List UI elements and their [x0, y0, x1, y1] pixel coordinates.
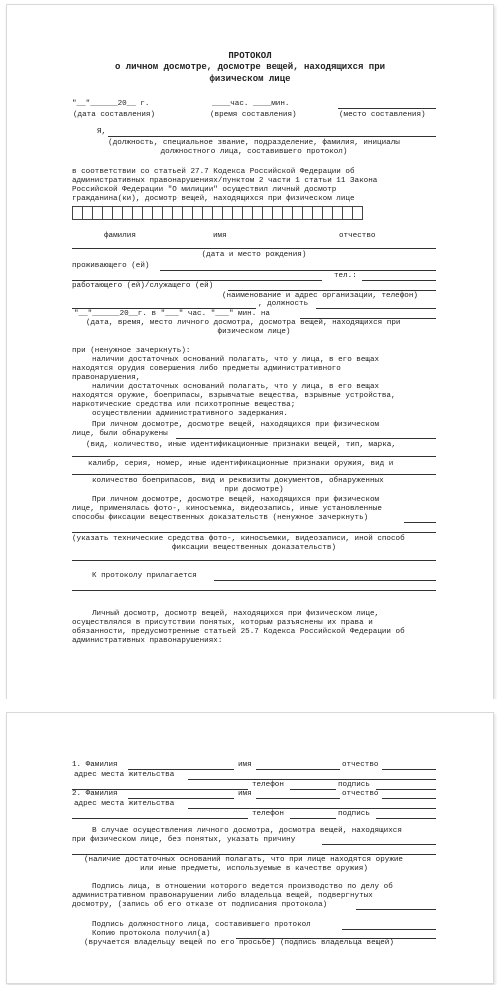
witness-1-address-line	[188, 779, 436, 780]
witness-2-sign-line	[376, 818, 436, 819]
witness-2-address-label: адрес места жительства	[74, 800, 175, 808]
witness-2-name-label: имя	[238, 790, 252, 798]
attached-line	[214, 580, 436, 581]
date-field: "__"______20__ г.	[72, 100, 150, 108]
date-caption: (дата составления)	[73, 111, 156, 119]
fixation-line-2: лице, применялась фото-, киносъемка, видеозапись, иные установленные	[72, 505, 382, 513]
no-witnesses-caption-1: (наличие достаточных оснований полагать, что при лице находятся оружие	[84, 856, 403, 864]
fixation-line-3-rule	[72, 560, 436, 561]
place-line	[338, 108, 436, 109]
birth-caption: (дата и место рождения)	[201, 251, 307, 259]
surname-letter-grid	[72, 206, 362, 220]
witness-2-name-line	[256, 798, 340, 799]
page-gap	[0, 699, 500, 711]
residing-label: проживающего (ей)	[72, 262, 150, 270]
working-label: работающего (ей)/служащего (ей)	[72, 282, 214, 290]
fixation-line-1: При личном досмотре, досмотре вещей, находящихся при физическом	[92, 496, 380, 504]
inspection-caption-2: физическом лице)	[217, 328, 291, 336]
protocol-subtitle-line2: физическом лице	[209, 74, 291, 84]
witness-1-phone-line	[290, 789, 336, 790]
birth-line	[72, 248, 436, 249]
signature-subject-line	[356, 909, 436, 910]
grounds-2-line-1: наличии достаточных оснований полагать, что у лица, в его вещах	[92, 383, 380, 391]
official-caption-2: должностного лица, составившего протокол)	[160, 148, 348, 156]
working-line	[228, 290, 436, 291]
fixation-caption-2: фиксации вещественных доказательств)	[171, 544, 337, 552]
found-caption-2: калибр, серия, номер, иные идентификационные признаки оружия, вид и	[88, 460, 394, 468]
fixation-line-2-rule	[72, 532, 436, 533]
found-line	[176, 438, 436, 439]
witness-1-surname-label: 1. Фамилия	[72, 761, 118, 769]
no-witnesses-line-2: при физическом лице, без понятых, указать причину	[72, 836, 296, 844]
protocol-subtitle-line1: о личном досмотре, досмотре вещей, находящихся при	[114, 62, 386, 72]
witness-2-address-line-2	[72, 818, 248, 819]
surname-caption: фамилия	[104, 232, 136, 240]
witness-2-sign-label: подпись	[338, 810, 370, 818]
found-caption-1: (вид, количество, иные идентификационные признаки вещей, тип, марка,	[86, 441, 396, 449]
found-line-2-rule	[72, 456, 436, 457]
witness-2-patronymic-label: отчество	[342, 790, 379, 798]
residing-line-2	[72, 280, 322, 281]
inspection-caption-1: (дата, время, место личного досмотра, досмотра вещей, находящихся при	[86, 319, 401, 327]
witness-2-phone-line	[290, 818, 336, 819]
witness-1-name-label: имя	[238, 761, 252, 769]
witness-1-patronymic-label: отчество	[342, 761, 379, 769]
residing-line	[160, 270, 436, 271]
witness-1-address-label: адрес места жительства	[74, 771, 175, 779]
accordance-line-4: гражданина(ки), досмотр вещей, находящихся при физическом лице	[72, 195, 355, 203]
witness-1-name-line	[256, 769, 340, 770]
witness-2-surname-label: 2. Фамилия	[72, 790, 118, 798]
organization-line	[72, 308, 256, 309]
time-caption: (время составления)	[210, 111, 297, 119]
no-witnesses-line	[322, 844, 436, 845]
witness-1-sign-label: подпись	[338, 781, 370, 789]
witnesses-intro-3: обязанности, предусмотренные статьей 25.7 Кодекса Российской Федерации об	[72, 628, 405, 636]
accordance-line-2: административных правонарушениях/пунктом 2 части 1 статьи 11 Закона	[72, 177, 378, 185]
found-line-2: лице, были обнаружены	[72, 430, 168, 438]
tel-label: тел.:	[334, 272, 357, 280]
grounds-note: при (ненужное зачеркнуть):	[72, 347, 191, 355]
found-line-3-rule	[72, 474, 436, 475]
signature-official-label: Подпись должностного лица, составившего протокол	[92, 921, 311, 929]
official-caption-1: (должность, специальное звание, подразделение, фамилия, инициалы	[108, 139, 400, 147]
tel-line	[362, 280, 436, 281]
found-caption-3: количество боеприпасов, вид и реквизиты документов, обнаруженных	[92, 477, 384, 485]
witness-2-phone-label: телефон	[252, 810, 284, 818]
witnesses-intro-2: осуществлялся в присутствии понятых, которым разъяснены их права и	[72, 619, 373, 627]
found-caption-4: при досмотре)	[224, 486, 284, 494]
attached-label: К протоколу прилагается	[92, 572, 197, 580]
grounds-3: осуществлении административного задержания.	[92, 410, 288, 418]
copy-received-label: Копию протокола получил(а)	[92, 930, 211, 938]
patronymic-caption: отчество	[339, 232, 376, 240]
accordance-line-3: Российской Федерации "О милиции" осуществил личный досмотр	[72, 186, 337, 194]
witnesses-intro-1: Личный досмотр, досмотр вещей, находящихся при физическом лице,	[92, 610, 380, 618]
organization-caption: (наименование и адрес организации, телефон)	[222, 292, 418, 300]
letter-cell	[352, 206, 363, 220]
position-label: , должность	[258, 300, 309, 308]
grounds-2-line-3: наркотические средства или психотропные вещества;	[72, 401, 296, 409]
ya-label: Я,	[97, 128, 107, 136]
found-line-1: При личном досмотре, досмотре вещей, находящихся при физическом	[92, 421, 380, 429]
name-caption: имя	[213, 232, 227, 240]
place-caption: (место составления)	[339, 111, 426, 119]
fixation-line-3: способы фиксации вещественных доказательств (ненужное зачеркнуть)	[72, 514, 369, 522]
signature-official-line	[342, 929, 436, 930]
witness-1-surname-line	[128, 769, 234, 770]
witnesses-intro-4: административных правонарушениях:	[72, 637, 223, 645]
witness-1-phone-label: телефон	[252, 781, 284, 789]
fixation-caption-1: (указать технические средства фото-, киносъемки, видеозаписи, иной способ	[72, 535, 405, 543]
grounds-1-line-1: наличии достаточных оснований полагать, что у лица, в его вещах	[92, 356, 380, 364]
grounds-1-line-2: находятся орудия совершения либо предметы административного	[72, 365, 341, 373]
witness-2-address-line	[188, 808, 436, 809]
accordance-line-1: в соответствии со статьей 27.7 Кодекса Российской Федерации об	[72, 168, 355, 176]
signature-subject-line-2: административном правонарушении либо владельца вещей, подвергнутых	[72, 892, 373, 900]
witness-2-patronymic-line	[382, 798, 436, 799]
signature-subject-line-3: досмотру, (запись об его отказе от подписания протокола)	[72, 901, 328, 909]
grounds-2-line-2: находятся оружие, боеприпасы, взрывчатые вещества, взрывные устройства,	[72, 392, 396, 400]
grounds-1-line-3: правонарушения,	[72, 374, 141, 382]
time-field: ____час. ____мин.	[212, 100, 290, 108]
signature-subject-line-1: Подпись лица, в отношении которого ведется производство по делу об	[92, 883, 393, 891]
no-witnesses-line-1: В случае осуществления личного досмотра, досмотра вещей, находящихся	[92, 827, 402, 835]
witness-2-surname-line	[128, 798, 234, 799]
inspection-date-field: "__"______20__г. в "___" час. "___" мин. на	[74, 310, 270, 318]
no-witnesses-caption-2: или иные предметы, используемые в качестве оружия)	[140, 865, 368, 873]
witness-1-sign-line	[376, 789, 436, 790]
official-line	[108, 136, 436, 137]
fixation-line	[404, 522, 436, 523]
witness-1-patronymic-line	[382, 769, 436, 770]
no-witnesses-line-2-rule	[72, 854, 436, 855]
position-line	[316, 308, 436, 309]
attached-line-2	[72, 590, 436, 591]
copy-caption: (вручается владельцу вещей по его просьбе) (подпись владельца вещей)	[84, 939, 394, 947]
protocol-title: ПРОТОКОЛ	[228, 51, 272, 61]
